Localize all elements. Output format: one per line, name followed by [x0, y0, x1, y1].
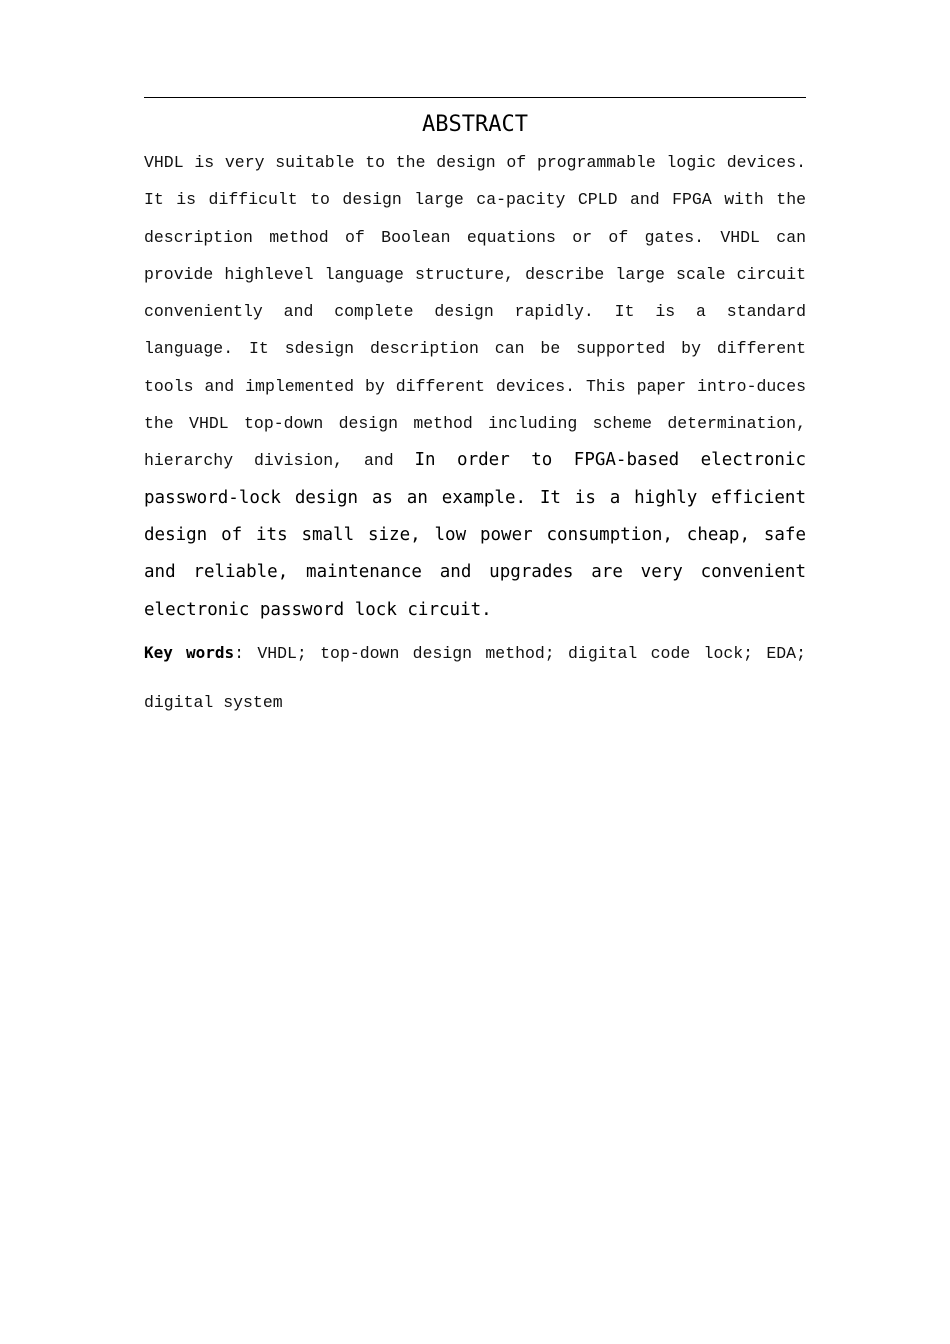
header-rule — [144, 97, 806, 98]
abstract-text-part1: VHDL is very suitable to the design of programmable logic devices. It is difficult to design large ca-pacity CPLD and FPGA with the description method of Boolean equations or of gates. VHDL can provide highlevel language structure, describe large scale circuit conveniently and complete design rapidly. It is a standard language. It sdesign description can be supported by different tools and implemented by different devices. This paper intro-duces the VHDL top-down design method including scheme determination, hierarchy division, and — [144, 153, 806, 471]
keywords-text: VHDL; top-down design method; digital code lock; EDA; digital system — [144, 644, 806, 712]
abstract-title: ABSTRACT — [422, 112, 528, 137]
abstract-paragraph — [144, 144, 806, 629]
abstract-text-part2: In order to FPGA-based electronic password-lock design as an example. It is a highly efficient design of its small size, low power consumption, cheap, safe and reliable, maintenance and upgrades are very convenient electronic password lock circuit. — [144, 450, 806, 620]
keywords-label: Key words — [144, 643, 235, 662]
keywords-separator: : — [234, 644, 258, 663]
keywords-line — [144, 628, 806, 727]
